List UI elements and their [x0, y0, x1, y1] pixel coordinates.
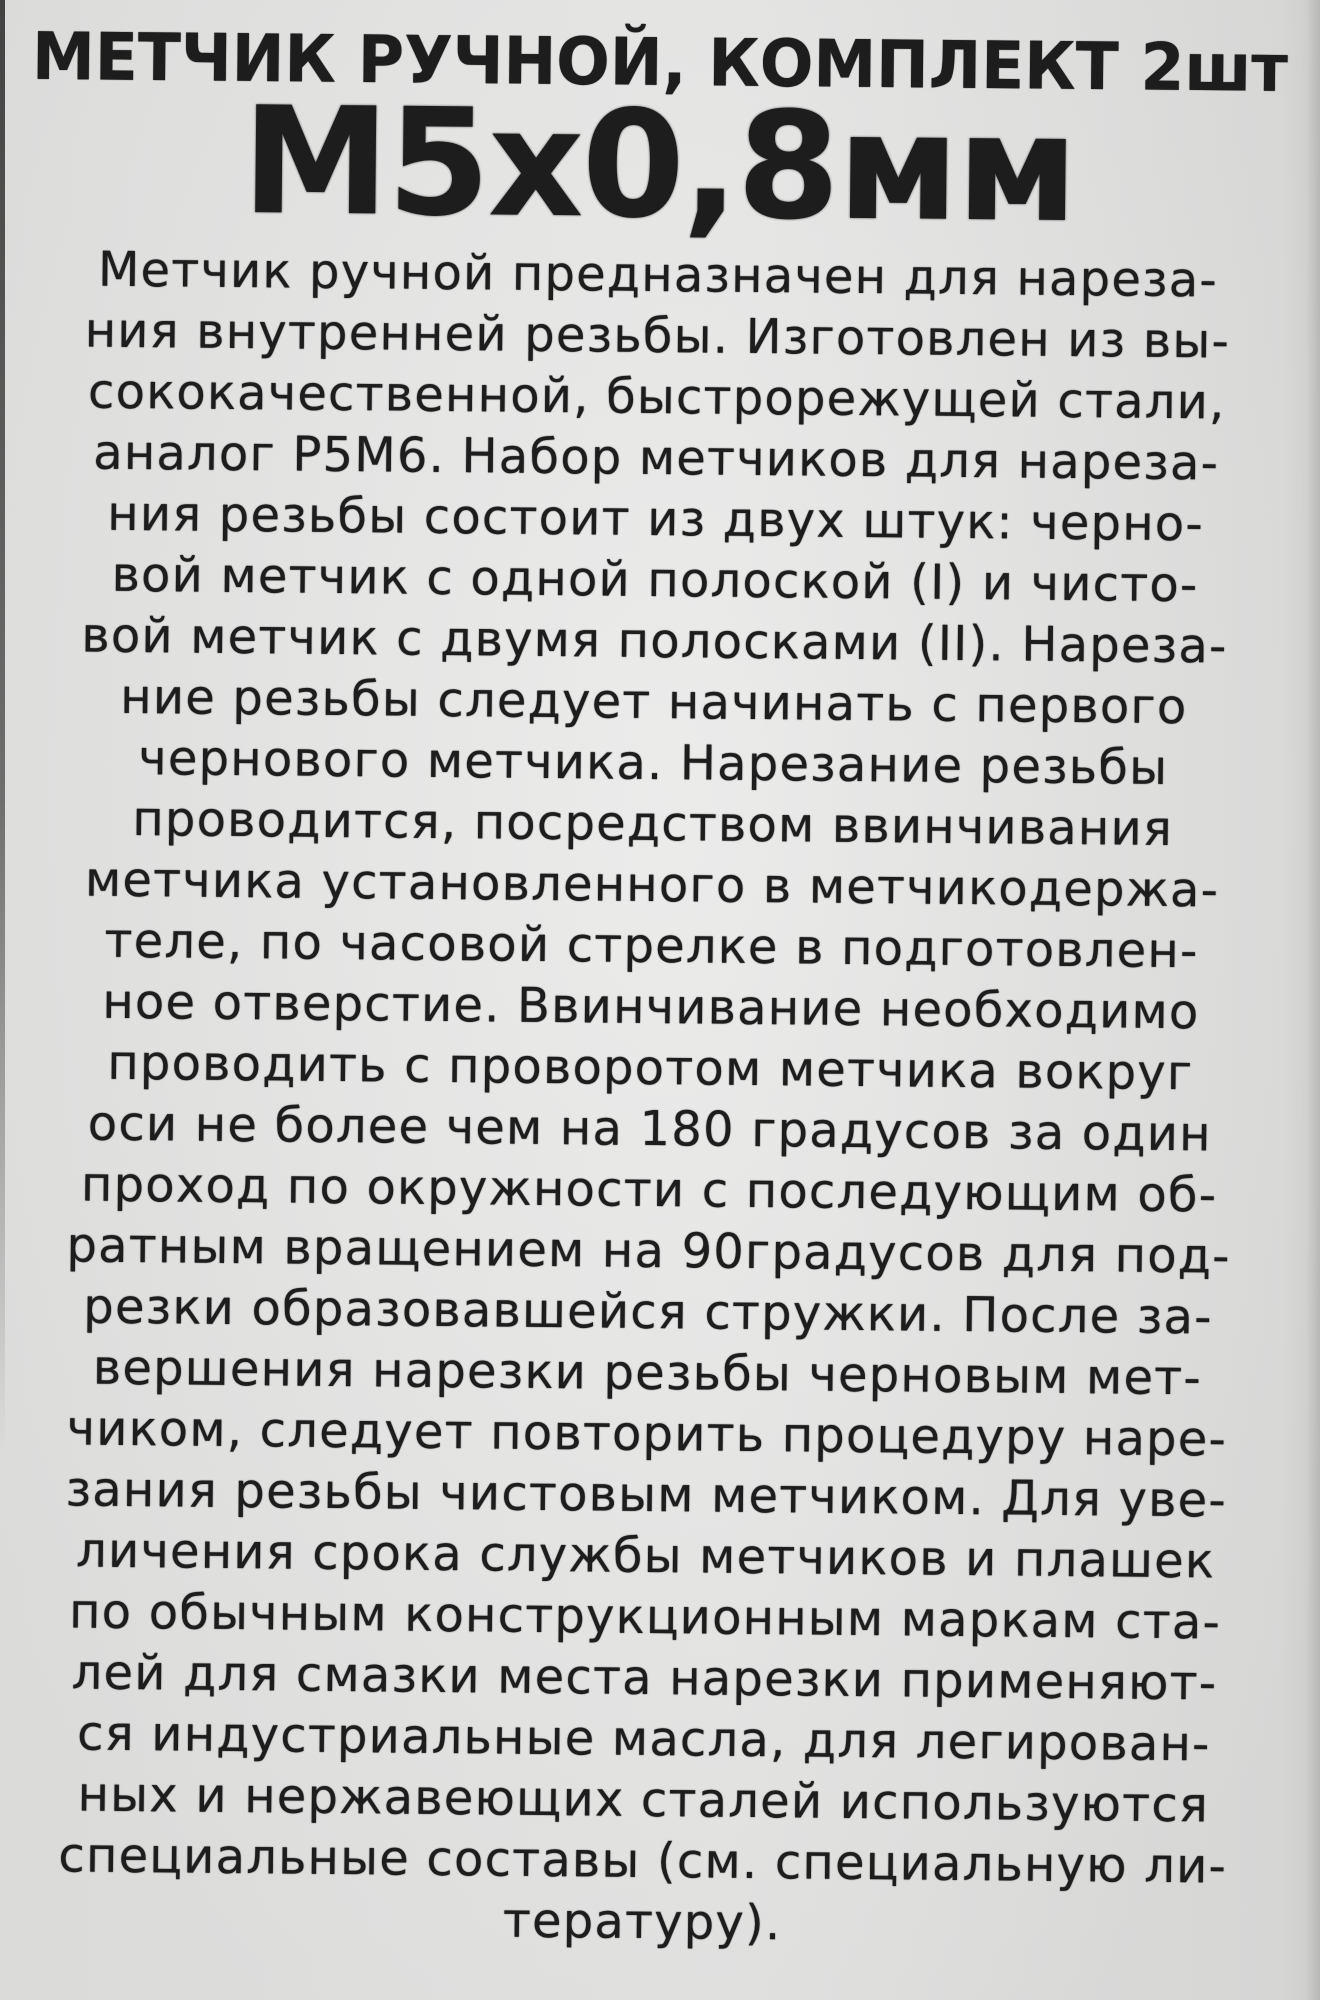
text-line: специальные составы (см. специальную ли-	[58, 1827, 1228, 1895]
text-line: личения срока службы метчиков и плашек	[75, 1522, 1216, 1590]
text-line: ное отверстие. Ввинчивание необходимо	[102, 974, 1200, 1041]
product-title: МЕТЧИК РУЧНОЙ, КОМПЛЕКТ 2шт	[31, 18, 1289, 107]
text-line: резки образовавшейся стружки. После за-	[83, 1278, 1213, 1346]
text-line: ся индустриальные масла, для легирован-	[76, 1705, 1211, 1773]
text-line: ния внутренней резьбы. Изготовлен из вы-	[84, 302, 1231, 370]
text-line: проводится, посредством ввинчивания	[132, 791, 1174, 858]
text-line: Метчик ручной предназначен для нареза-	[97, 241, 1219, 309]
text-line: по обычным конструкционным маркам ста-	[68, 1583, 1222, 1651]
text-line: проход по окружности с последующим об-	[80, 1156, 1218, 1224]
text-line: метчика установленного в метчикодержа-	[84, 851, 1220, 919]
text-line: вой метчик с одной полоской (I) и чисто-	[111, 547, 1199, 614]
text-line: проводить с проворотом метчика вокруг	[107, 1035, 1194, 1102]
text-line: тературу).	[502, 1892, 782, 1952]
text-line: сококачественной, быстрорежущей стали,	[87, 363, 1226, 431]
text-line: вой метчик с двумя полосками (II). Нареза-	[81, 607, 1228, 675]
product-size: М5х0,8мм	[241, 75, 1077, 256]
text-line: ние резьбы следует начинать с первого	[120, 669, 1188, 736]
text-line: чиком, следует повторить процедуру наре-	[66, 1400, 1228, 1468]
text-line: теле, по часовой стрелке в подготовлен-	[104, 913, 1199, 980]
text-line: ных и нержавеющих сталей используются	[77, 1766, 1210, 1834]
text-line: зания резьбы чистовым метчиком. Для уве-	[65, 1461, 1228, 1529]
text-line: ния резьбы состоит из двух штук: черно-	[107, 486, 1205, 553]
text-line: ратным вращением на 90градусов для под-	[66, 1217, 1231, 1285]
text-line: оси не более чем на 180 градусов за один	[87, 1095, 1212, 1163]
text-line: вершения нарезки резьбы черновым мет-	[92, 1339, 1203, 1407]
text-line: чернового метчика. Нарезание резьбы	[138, 730, 1169, 797]
instruction-text	[0, 239, 1318, 1960]
text-line: лей для смазки места нарезки применяют-	[71, 1644, 1218, 1712]
text-line: аналог Р5М6. Набор метчиков для нареза-	[92, 424, 1220, 492]
